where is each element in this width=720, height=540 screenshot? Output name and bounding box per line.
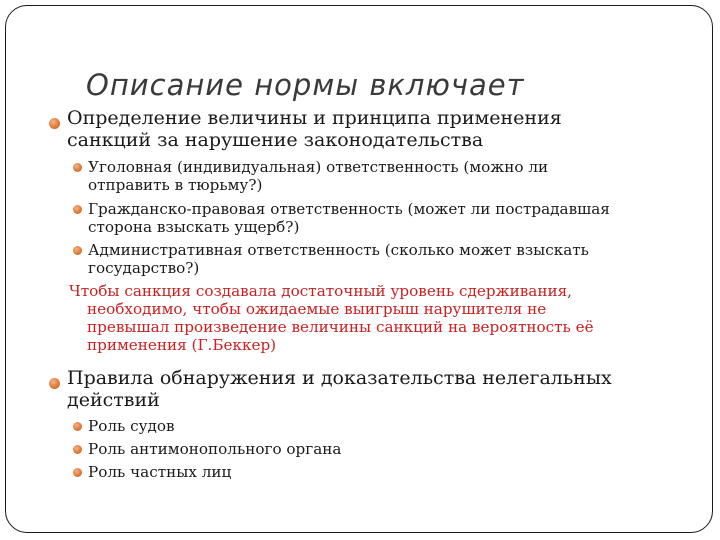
- becker-note: [69, 282, 594, 354]
- section1-item-line2: отправить в тюрьму?): [88, 176, 263, 194]
- slide-frame: [5, 5, 713, 533]
- slide-title: Описание нормы включает: [86, 68, 525, 102]
- section1-item: [88, 241, 589, 277]
- section1-item: [88, 158, 548, 194]
- bullet-icon: [73, 468, 82, 477]
- section1-item-line1: Административная ответственность (сколько может взыскать: [88, 241, 589, 259]
- section2-heading: [67, 367, 612, 411]
- section1-heading-line1: Определение величины и принципа применения: [67, 107, 562, 129]
- becker-note-line: применения (Г.Беккер): [87, 336, 277, 354]
- section2-item: Роль частных лиц: [88, 463, 232, 481]
- section1-item-line1: Уголовная (индивидуальная) ответственность (можно ли: [88, 158, 549, 176]
- bullet-icon: [73, 246, 82, 255]
- section2-heading-line2: действий: [67, 389, 160, 411]
- bullet-icon: [49, 118, 60, 129]
- bullet-icon: [49, 378, 60, 389]
- bullet-icon: [73, 163, 82, 172]
- section2-item: Роль судов: [88, 417, 175, 435]
- section1-item: [88, 200, 610, 236]
- section1-heading-line2: санкций за нарушение законодательства: [67, 129, 484, 151]
- section2-item: Роль антимонопольного органа: [88, 440, 342, 458]
- becker-note-line: превышал произведение величины санкций на вероятность её: [87, 318, 594, 336]
- bullet-icon: [73, 205, 82, 214]
- bullet-icon: [73, 422, 82, 431]
- becker-note-line: необходимо, чтобы ожидаемые выигрыш нарушителя не: [87, 300, 547, 318]
- bullet-icon: [73, 445, 82, 454]
- section1-heading: [67, 107, 562, 151]
- section1-item-line1: Гражданско-правовая ответственность (может ли пострадавшая: [88, 200, 610, 218]
- becker-note-line: Чтобы санкция создавала достаточный уровень сдерживания,: [69, 282, 572, 300]
- section2-heading-line1: Правила обнаружения и доказательства нелегальных: [67, 367, 612, 389]
- section1-item-line2: сторона взыскать ущерб?): [88, 218, 300, 236]
- section1-item-line2: государство?): [88, 259, 200, 277]
